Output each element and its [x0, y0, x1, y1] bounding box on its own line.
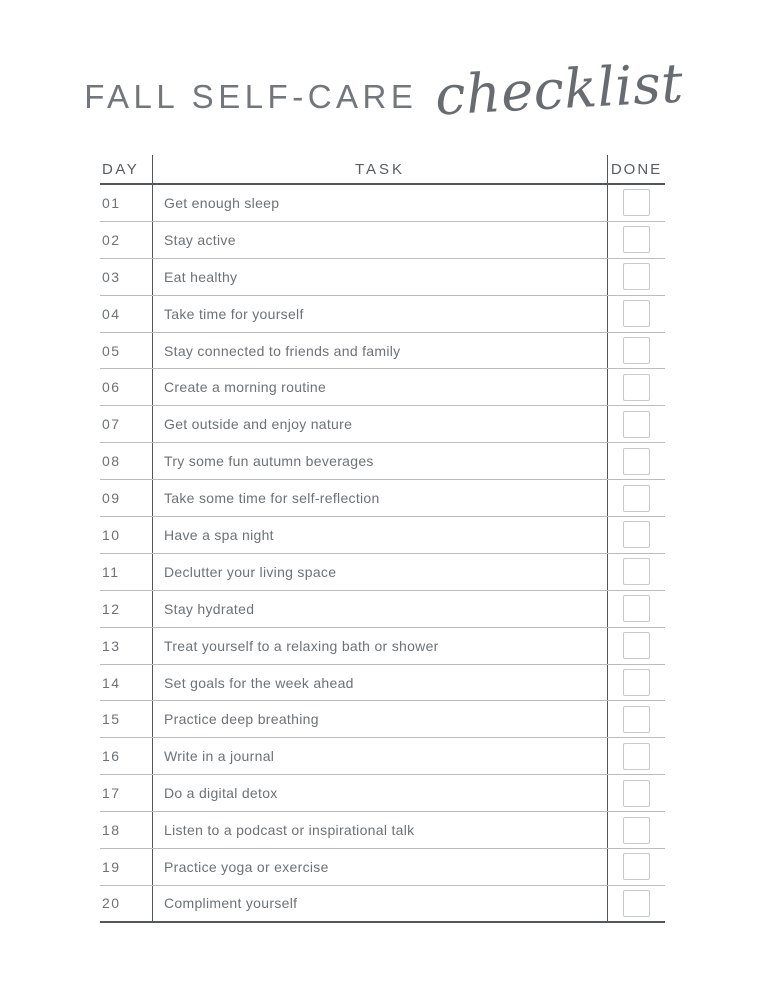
task-label: Get enough sleep: [152, 185, 608, 221]
table-row: [100, 333, 665, 370]
task-label: Declutter your living space: [152, 554, 608, 590]
table-row: [100, 554, 665, 591]
table-row: [100, 222, 665, 259]
done-cell: [608, 812, 665, 848]
day-number: 08: [102, 453, 121, 470]
done-checkbox[interactable]: [623, 890, 650, 917]
day-number: 07: [102, 416, 121, 433]
done-cell: [608, 701, 665, 737]
table-row: [100, 665, 665, 702]
table-row: [100, 812, 665, 849]
task-label: Stay connected to friends and family: [152, 333, 608, 369]
done-checkbox[interactable]: [623, 300, 650, 327]
done-checkbox[interactable]: [623, 448, 650, 475]
table-body: [100, 185, 665, 923]
done-cell: [608, 259, 665, 295]
title-script-text: checklist: [433, 51, 686, 128]
done-checkbox[interactable]: [623, 780, 650, 807]
task-label: Get outside and enjoy nature: [152, 406, 608, 442]
done-checkbox[interactable]: [623, 595, 650, 622]
day-number: 01: [102, 194, 121, 211]
done-checkbox[interactable]: [623, 817, 650, 844]
task-label: Set goals for the week ahead: [152, 665, 608, 701]
task-label: Have a spa night: [152, 517, 608, 553]
day-number: 13: [102, 637, 121, 654]
day-number: 10: [102, 526, 121, 543]
done-cell: [608, 185, 665, 221]
table-row: [100, 849, 665, 886]
day-number: 06: [102, 379, 121, 396]
done-cell: [608, 886, 665, 921]
day-number: 15: [102, 711, 121, 728]
column-header-day: DAY: [102, 160, 140, 178]
done-cell: [608, 628, 665, 664]
task-label: Practice yoga or exercise: [152, 849, 608, 885]
day-number: 18: [102, 822, 121, 839]
day-number: 19: [102, 858, 121, 875]
task-label: Practice deep breathing: [152, 701, 608, 737]
column-header-done: DONE: [610, 160, 663, 178]
task-label: Do a digital detox: [152, 775, 608, 811]
done-checkbox[interactable]: [623, 374, 650, 401]
column-header-task: TASK: [152, 155, 608, 183]
day-number: 03: [102, 268, 121, 285]
done-checkbox[interactable]: [623, 226, 650, 253]
done-cell: [608, 369, 665, 405]
done-cell: [608, 333, 665, 369]
done-cell: [608, 591, 665, 627]
day-number: 02: [102, 231, 121, 248]
table-row: [100, 369, 665, 406]
task-label: Stay hydrated: [152, 591, 608, 627]
task-label: Treat yourself to a relaxing bath or shower: [152, 628, 608, 664]
task-label: Write in a journal: [152, 738, 608, 774]
day-number: 14: [102, 674, 121, 691]
day-number: 12: [102, 600, 121, 617]
done-checkbox[interactable]: [623, 485, 650, 512]
done-cell: [608, 443, 665, 479]
table-row: [100, 591, 665, 628]
done-cell: [608, 296, 665, 332]
day-number: 11: [102, 563, 120, 580]
done-cell: [608, 406, 665, 442]
day-number: 05: [102, 342, 121, 359]
task-label: Try some fun autumn beverages: [152, 443, 608, 479]
done-cell: [608, 738, 665, 774]
table-row: [100, 886, 665, 923]
done-checkbox[interactable]: [623, 337, 650, 364]
table-row: [100, 406, 665, 443]
done-cell: [608, 554, 665, 590]
table-row: [100, 701, 665, 738]
table-row: [100, 480, 665, 517]
task-label: Create a morning routine: [152, 369, 608, 405]
day-number: 16: [102, 748, 121, 765]
table-row: [100, 738, 665, 775]
table-row: [100, 628, 665, 665]
table-row: [100, 775, 665, 812]
done-checkbox[interactable]: [623, 706, 650, 733]
table-row: [100, 259, 665, 296]
done-checkbox[interactable]: [623, 411, 650, 438]
table-row: [100, 517, 665, 554]
done-cell: [608, 517, 665, 553]
task-label: Take some time for self-reflection: [152, 480, 608, 516]
day-number: 20: [102, 895, 121, 912]
page-title: [0, 51, 768, 128]
done-cell: [608, 775, 665, 811]
done-checkbox[interactable]: [623, 263, 650, 290]
done-cell: [608, 222, 665, 258]
checklist-table: [100, 155, 665, 923]
table-row: [100, 296, 665, 333]
table-row: [100, 443, 665, 480]
title-main-text: FALL SELF-CARE: [84, 78, 418, 115]
done-cell: [608, 480, 665, 516]
table-row: [100, 185, 665, 222]
done-checkbox[interactable]: [623, 632, 650, 659]
done-checkbox[interactable]: [623, 521, 650, 548]
done-checkbox[interactable]: [623, 669, 650, 696]
done-checkbox[interactable]: [623, 189, 650, 216]
table-header-row: [100, 155, 665, 185]
day-number: 04: [102, 305, 121, 322]
day-number: 09: [102, 490, 121, 507]
done-checkbox[interactable]: [623, 853, 650, 880]
task-label: Stay active: [152, 222, 608, 258]
done-cell: [608, 849, 665, 885]
day-number: 17: [102, 785, 121, 802]
done-checkbox[interactable]: [623, 743, 650, 770]
task-label: Take time for yourself: [152, 296, 608, 332]
done-cell: [608, 665, 665, 701]
task-label: Compliment yourself: [152, 886, 608, 921]
task-label: Listen to a podcast or inspirational talk: [152, 812, 608, 848]
task-label: Eat healthy: [152, 259, 608, 295]
done-checkbox[interactable]: [623, 558, 650, 585]
